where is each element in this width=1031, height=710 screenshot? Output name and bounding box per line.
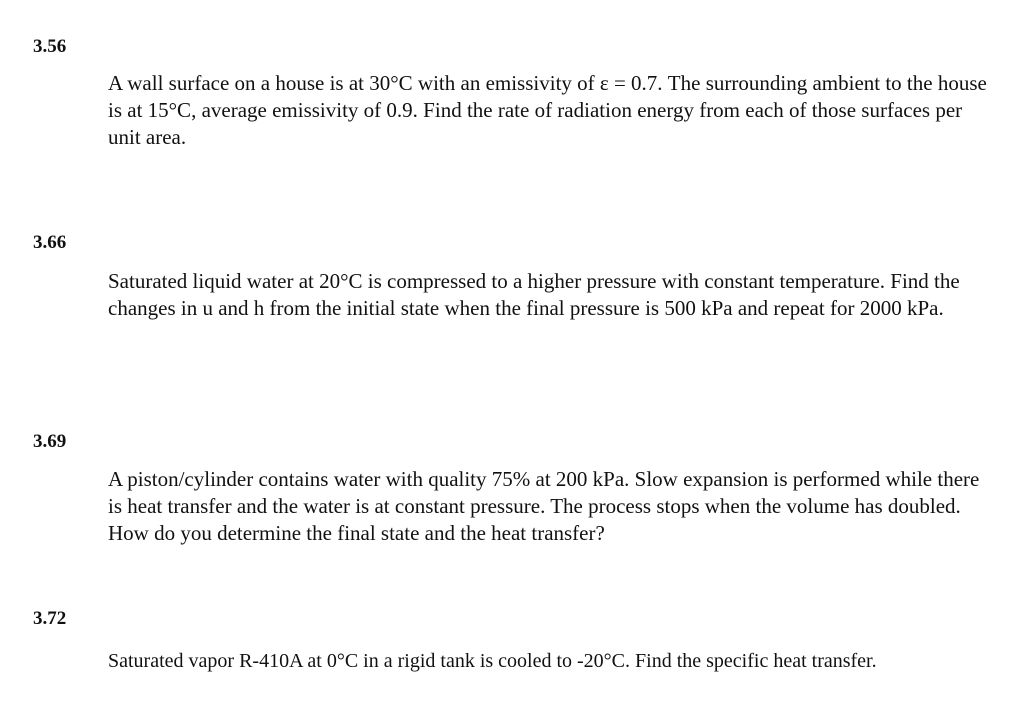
problem-number-3-56: 3.56 bbox=[33, 36, 67, 57]
problem-text-3-69: A piston/cylinder contains water with quality 75% at 200 kPa. Slow expansion is performed while there is heat transfer and the water is at constant pressure. The process stops when the volume has doubled. How do you determine the final state and the heat transfer? bbox=[108, 467, 980, 545]
problem-text-3-66: Saturated liquid water at 20°C is compressed to a higher pressure with constant temperature. Find the changes in u and h from the initial state when the final pressure is 500 kPa and repeat for 2000 kPa. bbox=[108, 269, 960, 320]
problem-number-3-72: 3.72 bbox=[33, 608, 67, 629]
problem-number-3-69: 3.69 bbox=[33, 431, 67, 452]
problem-text-3-56: A wall surface on a house is at 30°C with an emissivity of ε = 0.7. The surrounding ambient to the house is at 15°C, average emissivity of 0.9. Find the rate of radiation energy from each of those surfaces per unit area. bbox=[108, 71, 987, 149]
problem-text-3-72: Saturated vapor R-410A at 0°C in a rigid tank is cooled to -20°C. Find the specific heat transfer. bbox=[108, 650, 877, 672]
problem-number-3-66: 3.66 bbox=[33, 232, 67, 253]
